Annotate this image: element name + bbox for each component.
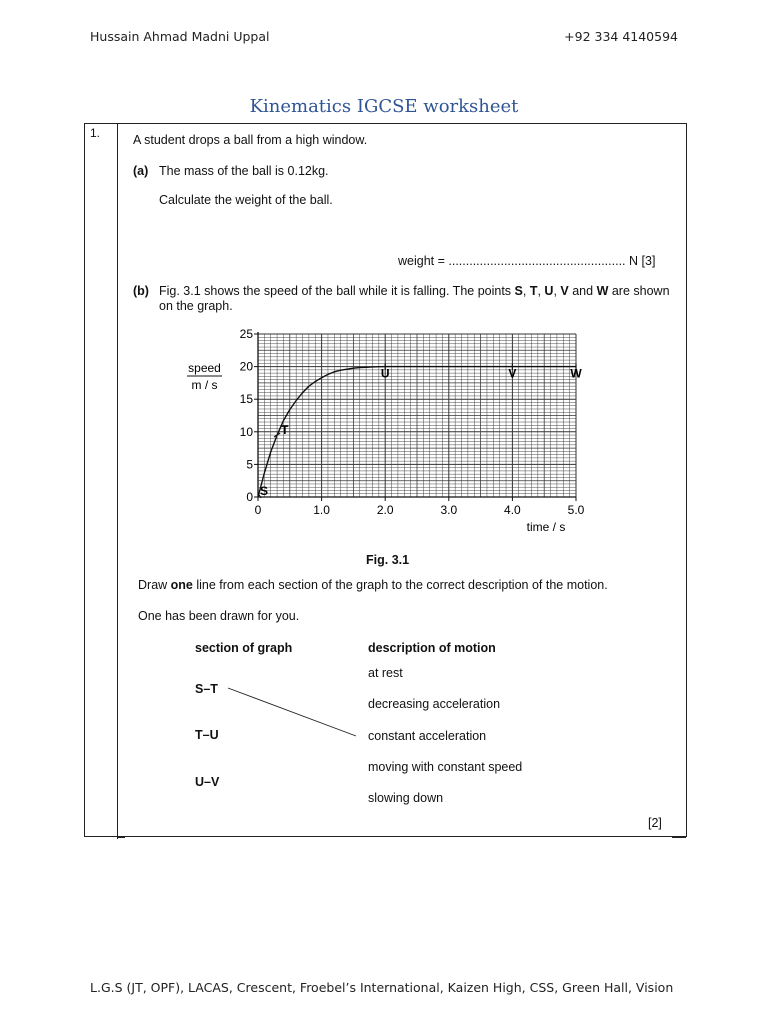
x-tick-label: 4.0	[504, 503, 521, 517]
weight-unit: N	[629, 254, 639, 268]
y-tick-label: 10	[239, 424, 253, 439]
x-tick-label: 0	[254, 503, 262, 517]
desc-constant-acceleration: constant acceleration	[368, 729, 487, 743]
x-tick-label: 1.0	[313, 503, 330, 517]
desc-constant-speed: moving with constant speed	[368, 760, 523, 774]
point-u-bold: U	[544, 284, 554, 298]
y-axis-label-bottom: m / s	[191, 378, 218, 392]
part-a-line2: Calculate the weight of the ball.	[159, 193, 333, 207]
part-a-line1: The mass of the ball is 0.12kg.	[159, 164, 329, 178]
sep1: ,	[522, 284, 530, 298]
y-tick-label: 5	[246, 457, 253, 472]
part-b-line1-pre: Fig. 3.1 shows the speed of the ball while it is falling. The points	[159, 284, 515, 298]
instruction-pre: Draw	[138, 578, 171, 592]
point-t-label: T	[281, 423, 289, 438]
header-phone: +92 334 4140594	[564, 29, 678, 44]
point-s-label: S	[260, 484, 269, 498]
point-u-label: U	[380, 366, 390, 381]
sep2: ,	[537, 284, 545, 298]
col-description-heading: description of motion	[368, 641, 496, 655]
part-b-marks: [2]	[648, 816, 662, 830]
header-name: Hussain Ahmad Madni Uppal	[90, 29, 270, 44]
figure-caption: Fig. 3.1	[366, 553, 410, 567]
x-tick-label: 5.0	[567, 503, 585, 517]
desc-decreasing-acceleration: decreasing acceleration	[368, 697, 501, 711]
x-axis-label: time / s	[526, 520, 566, 534]
col-section-heading: section of graph	[195, 641, 293, 655]
part-a-marks: [3]	[641, 254, 656, 268]
point-w-bold: W	[596, 284, 609, 298]
point-s-bold: S	[514, 284, 523, 298]
y-axis-label-top: speed	[188, 361, 221, 375]
one-drawn-note: One has been drawn for you.	[138, 609, 300, 623]
desc-at-rest: at rest	[368, 666, 403, 680]
sep4: and	[568, 284, 597, 298]
x-tick-label: 2.0	[376, 503, 394, 517]
part-b-line1-post: are shown	[608, 284, 670, 298]
point-v-bold: V	[560, 284, 569, 298]
instruction-post: line from each section of the graph to the correct description of the motion.	[192, 578, 608, 592]
point-v-label: V	[508, 366, 517, 381]
part-b-label: (b)	[133, 284, 149, 298]
y-tick-label: 0	[246, 490, 253, 504]
y-tick-label: 20	[239, 359, 253, 374]
x-tick-label: 3.0	[440, 503, 458, 517]
desc-slowing-down: slowing down	[368, 791, 444, 805]
y-tick-label: 25	[239, 327, 253, 341]
part-a-label: (a)	[133, 164, 149, 178]
point-w-label: W	[570, 366, 582, 381]
section-u-v: U–V	[195, 775, 220, 789]
footer-schools: L.G.S (JT, OPF), LACAS, Crescent, Froebel’s International, Kaizen High, CSS, Green Hall, Vision	[90, 980, 674, 995]
part-b-line2: on the graph.	[159, 299, 233, 313]
sep3: ,	[553, 284, 561, 298]
y-tick-label: 15	[239, 392, 253, 407]
page-title: Kinematics IGCSE worksheet	[249, 96, 519, 117]
point-t-bold: T	[529, 284, 538, 298]
question-stem: A student drops a ball from a high window.	[133, 133, 368, 147]
section-t-u: T–U	[195, 728, 219, 742]
example-match-line	[228, 688, 356, 736]
instruction-bold: one	[170, 578, 193, 592]
weight-prefix: weight =	[398, 254, 445, 268]
question-number: 1.	[90, 126, 101, 140]
weight-dots: ...................................................	[448, 254, 626, 268]
section-s-t: S–T	[195, 682, 218, 696]
